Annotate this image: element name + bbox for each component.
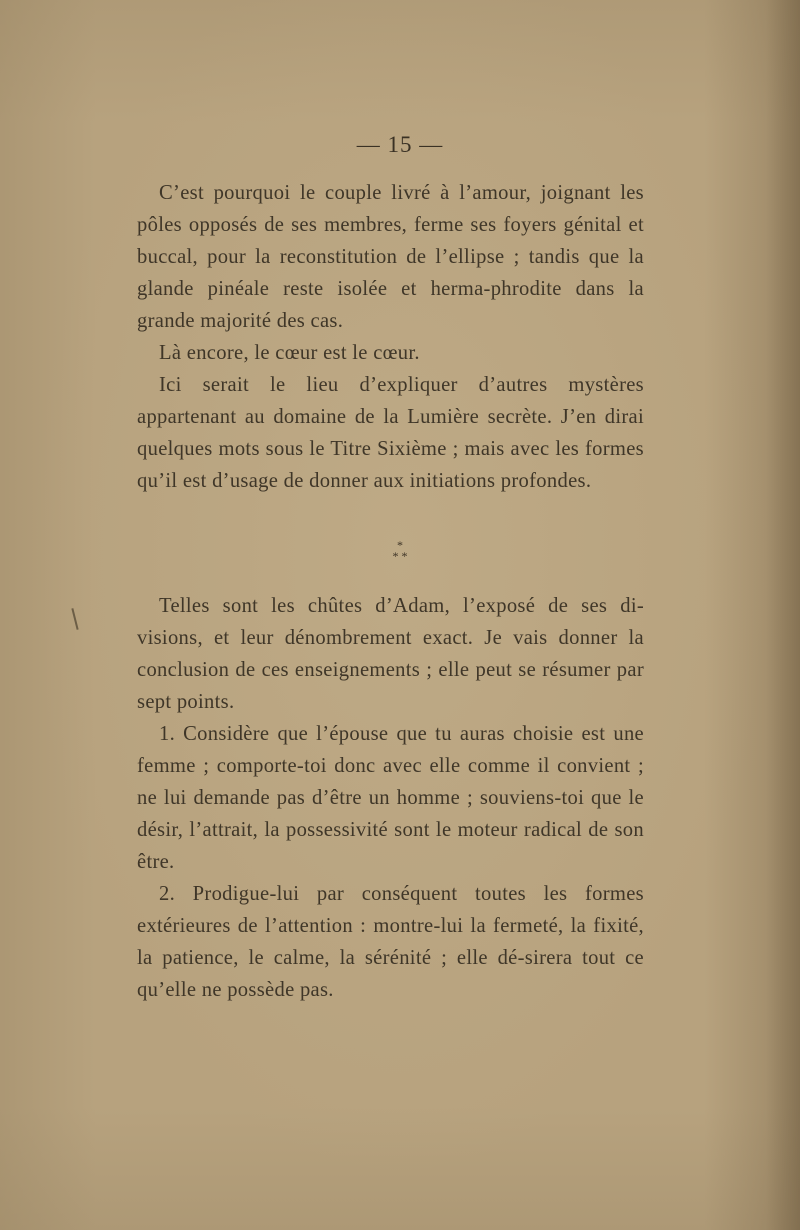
margin-mark [71,608,78,630]
page-edge-shadow [766,0,800,1230]
paragraph: 2. Prodigue-lui par conséquent toutes les formes extérieures de l’attention : montre-lui la fermeté, la fixité, la patience, le calme, la sérénité ; elle dé-sirera tout ce qu’elle ne possède pas. [137,883,644,1001]
paragraph: C’est pourquoi le couple livré à l’amour, joignant les pôles opposés de ses membres, ferme ses foyers génital et buccal, pour la reconstitution de l’ellipse ; tandis que la glande pinéale reste isolée et herma-phrodite dans la grande majorité des cas. [137,182,644,332]
paragraph: Telles sont les chûtes d’Adam, l’exposé de ses di-visions, et leur dénombrement exact. Je vais donner la conclusion de ces enseignements ; elle peut se résumer par sept points. [137,595,644,713]
paragraph: Ici serait le lieu d’expliquer d’autres mystères appartenant au domaine de la Lumière secrète. J’en dirai quelques mots sous le Titre Sixième ; mais avec les formes qu’il est d’usage de donner aux initiations profondes. [137,374,644,492]
text-block-upper [137,177,644,497]
paragraph: Là encore, le cœur est le cœur. [159,342,420,364]
asterism-separator [0,540,800,562]
asterism-top: * [397,538,403,552]
page-number: — 15 — [356,132,444,157]
asterism-bottom: * * [392,549,408,563]
paragraph: 1. Considère que l’épouse que tu auras choisie est une femme ; comporte-toi donc avec elle comme il convient ; ne lui demande pas d’être un homme ; souviens-toi que le désir, l’attrait, la possessivité sont le moteur radical de son être. [137,723,644,873]
text-block-lower [137,590,644,1006]
